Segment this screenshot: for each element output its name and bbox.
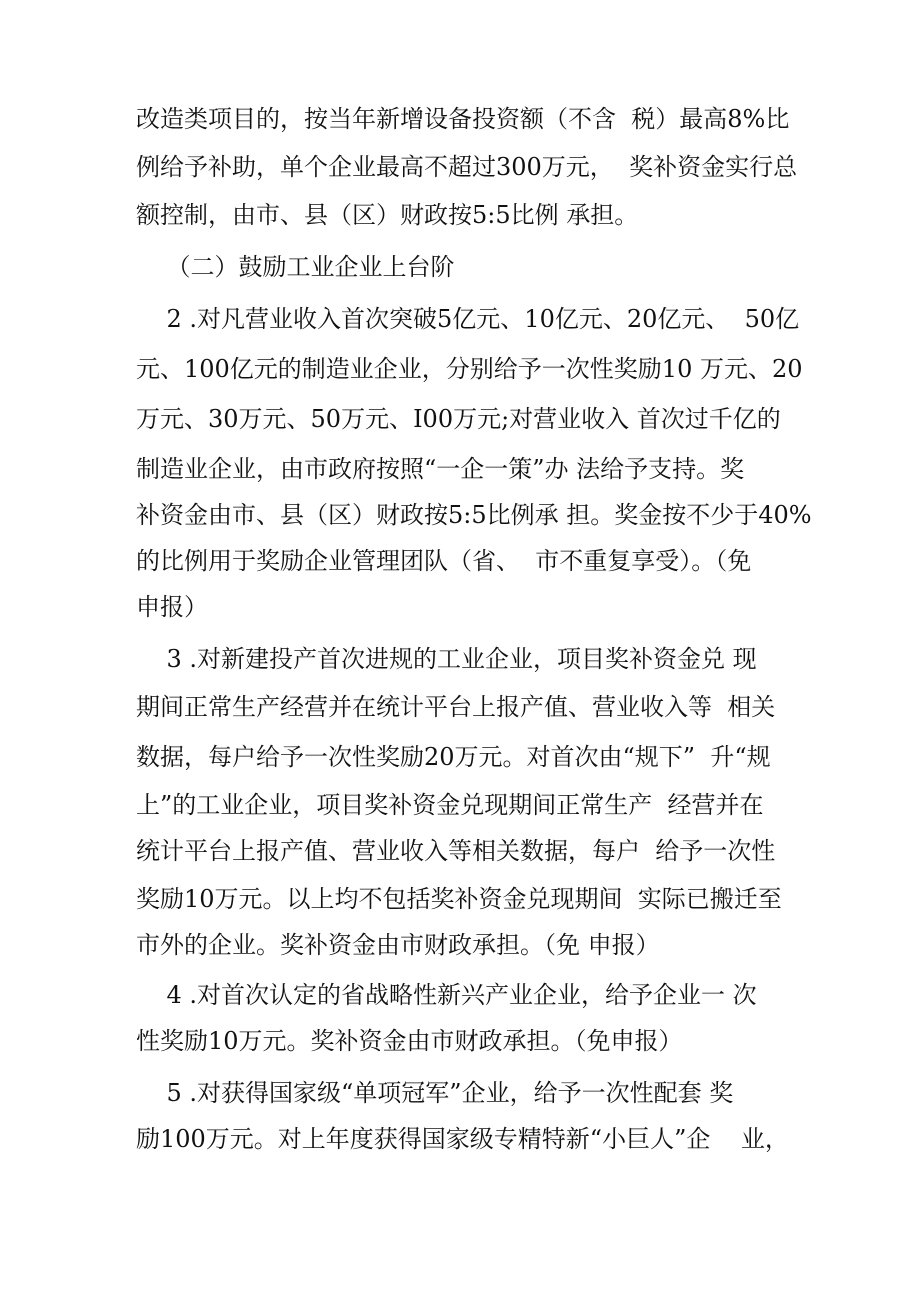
text-line-13: 期间正常生产经营并在统计平台上报产值、营业收入等 相关 bbox=[136, 693, 776, 721]
text-line-17: 奖励10万元。以上均不包括奖补资金兑现期间 实际已搬迁至 bbox=[136, 885, 782, 913]
text-line-21: 5 .对获得国家级“单项冠军”企业，给予一次性配套 奖 bbox=[136, 1079, 734, 1107]
text-line-1: 改造类项目的，按当年新增设备投资额（不含 税）最高8%比 bbox=[136, 105, 790, 133]
text-line-8: 制造业企业，由市政府按照“一企一策”办 法给予支持。奖 bbox=[136, 455, 745, 483]
text-line-12: 3 .对新建投产首次进规的工业企业，项目奖补资金兑 现 bbox=[136, 645, 757, 673]
text-line-19: 4 .对首次认定的省战略性新兴产业企业，给予企业一 次 bbox=[136, 981, 757, 1009]
text-line-5: 2 .对凡营业收入首次突破5亿元、10亿元、20亿元、 50亿 bbox=[136, 305, 800, 333]
text-line-16: 统计平台上报产值、营业收入等相关数据，每户 给予一次性 bbox=[136, 837, 776, 865]
text-line-10: 的比例用于奖励企业管理团队（省、 市不重复享受）。（免 bbox=[136, 547, 752, 575]
text-line-15: 上”的工业企业，项目奖补资金兑现期间正常生产 经营并在 bbox=[136, 791, 764, 819]
text-line-14: 数据，每户给予一次性奖励20万元。对首次由“规下” 升“规 bbox=[136, 743, 771, 771]
section-heading: （二）鼓励工业企业上台阶 bbox=[136, 253, 455, 281]
text-line-9: 补资金由市、县（区）财政按5:5比例承 担。奖金按不少于40% bbox=[136, 501, 812, 529]
text-line-18: 市外的企业。奖补资金由市财政承担。（免 申报） bbox=[136, 931, 660, 959]
text-line-2: 例给予补助，单个企业最高不超过300万元， 奖补资金实行总 bbox=[136, 153, 798, 181]
text-line-3: 额控制，由市、县（区）财政按5:5比例 承担。 bbox=[136, 201, 639, 229]
text-line-22: 励100万元。对上年度获得国家级专精特新“小巨人”企 业， bbox=[136, 1125, 789, 1153]
text-line-20: 性奖励10万元。奖补资金由市财政承担。（免申报） bbox=[136, 1027, 683, 1055]
text-line-6: 元、100亿元的制造业企业，分别给予一次性奖励10 万元、20 bbox=[136, 355, 803, 383]
text-line-11: 申报） bbox=[136, 593, 208, 621]
text-line-7: 万元、30万元、50万元、I00万元;对营业收入 首次过千亿的 bbox=[136, 405, 781, 433]
